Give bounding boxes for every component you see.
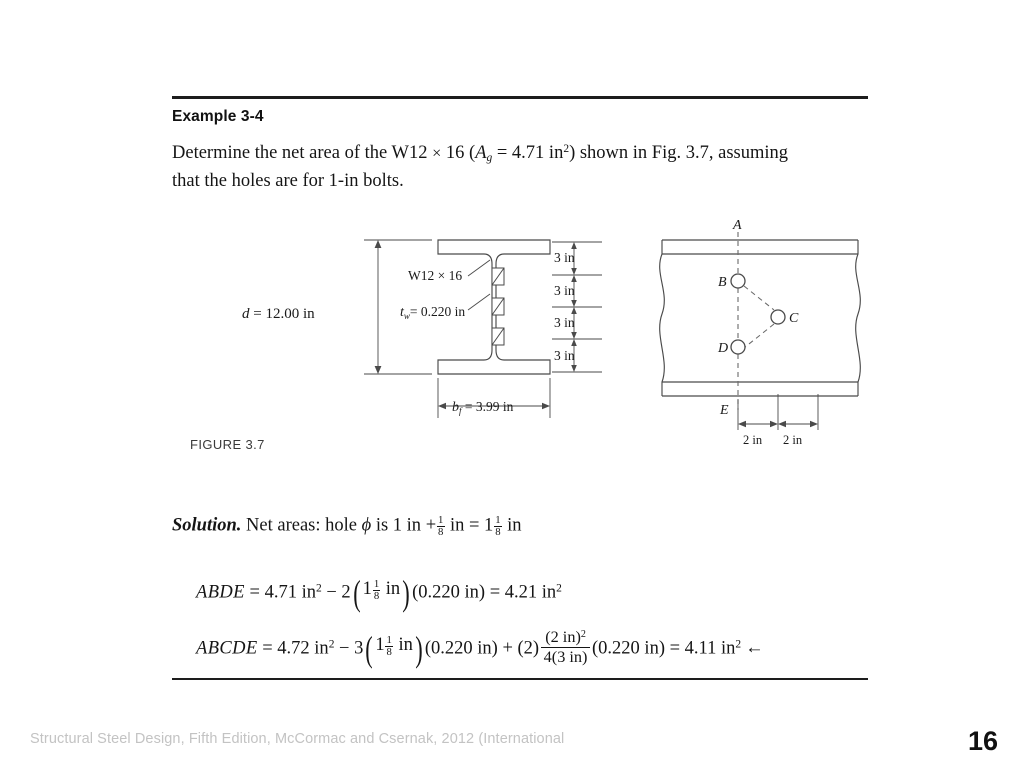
page-number: 16 [968, 726, 999, 756]
equation-abde-result: 4.21 in [504, 582, 557, 603]
figure-caption: FIGURE 3.7 [190, 437, 265, 452]
figure-web-elevation-hole-pattern [640, 218, 880, 453]
spacing-label-2: 3 in [554, 283, 575, 298]
source-credit: Structural Steel Design, Fifth Edition, McCormac and Csernak, 2012 (International [30, 731, 565, 747]
hole-allowance-fraction: $\frac{1}{8}$ [438, 514, 444, 538]
paren-group-2: ( 1 $\frac{1}{8}$ in) [365, 629, 423, 669]
governing-answer-arrow-icon: ← [745, 638, 764, 659]
horizontal-spacing-dimensions [738, 394, 818, 430]
web-hole-marks [492, 268, 504, 345]
stagger-term-fraction: $\frac{(2 in)^2}{4(3 in)}$ [541, 628, 591, 665]
figure-w-shape-cross-section [352, 228, 622, 443]
point-label-c: C [789, 311, 799, 326]
point-label-b: B [718, 275, 727, 290]
problem-statement-line-1: Determine the net area of the W12 × 16 ($A_g = 4.71$ $in^2$) shown in Fig. 3.7, assuming [172, 142, 788, 165]
section-designation-label: W12 × 16 [408, 268, 463, 283]
bolt-hole-d [731, 340, 745, 354]
hole-diameter-fraction: $\frac{1}{8}$ [495, 514, 501, 538]
page-title: Example 3-4 [172, 108, 264, 125]
bolt-hole-c [771, 310, 785, 324]
plate-outline [660, 240, 861, 396]
equation-abde-name: ABDE [196, 582, 245, 603]
spacing-label-3: 3 in [554, 315, 575, 330]
bottom-horizontal-rule [172, 678, 868, 680]
web-hole-mark-2 [492, 298, 504, 315]
point-label-d: D [718, 341, 729, 356]
failure-path-stagger-bcd [744, 286, 774, 348]
point-label-a: A [733, 218, 742, 233]
spacing-label-4: 3 in [554, 348, 575, 363]
horizontal-dim-label-2: 2 in [783, 433, 803, 447]
equation-abcde-name: ABCDE [196, 638, 258, 659]
break-line-right [856, 240, 861, 396]
top-horizontal-rule [172, 96, 868, 99]
problem-statement [172, 138, 872, 193]
equation-abcde: ABCDE = 4.72 $in^2 - 3$( 1 $\frac{1}{8}$ in) (0.220 in) + (2) $\frac{(2 in)^2}{4(3 in)}$ (0.220 in) = 4.11 $in^2$ ← [196, 627, 764, 669]
solution-lead-line: Solution. Net areas: hole ϕ is 1 in + $\frac{1}{8}$ in = 1 $\frac{1}{8}$ in [172, 514, 522, 538]
depth-dimension-label: d = 12.00 in [242, 306, 315, 322]
paren-group-1: ( 1 $\frac{1}{8}$ in) [352, 573, 410, 613]
web-hole-mark-1 [492, 268, 504, 285]
problem-statement-line-2: that the holes are for 1-in bolts. [172, 171, 404, 192]
break-line-left [660, 240, 665, 396]
web-thickness-label: tw= 0.220 in [400, 304, 466, 321]
equation-abde: ABDE = 4.71 $in^2 - 2$( 1 $\frac{1}{8}$ in) (0.220 in) = 4.21 $in^2$ [196, 573, 562, 613]
solution-label: Solution. [172, 515, 242, 536]
web-hole-mark-3 [492, 328, 504, 345]
spacing-label-1: 3 in [554, 250, 575, 265]
flange-width-label: bf = 3.99 in [452, 399, 514, 416]
point-label-e: E [720, 403, 729, 418]
equation-abcde-result: 4.11 in [684, 638, 736, 659]
horizontal-dim-label-1: 2 in [743, 433, 763, 447]
leader-lines [468, 260, 490, 310]
bolt-hole-b [731, 274, 745, 288]
